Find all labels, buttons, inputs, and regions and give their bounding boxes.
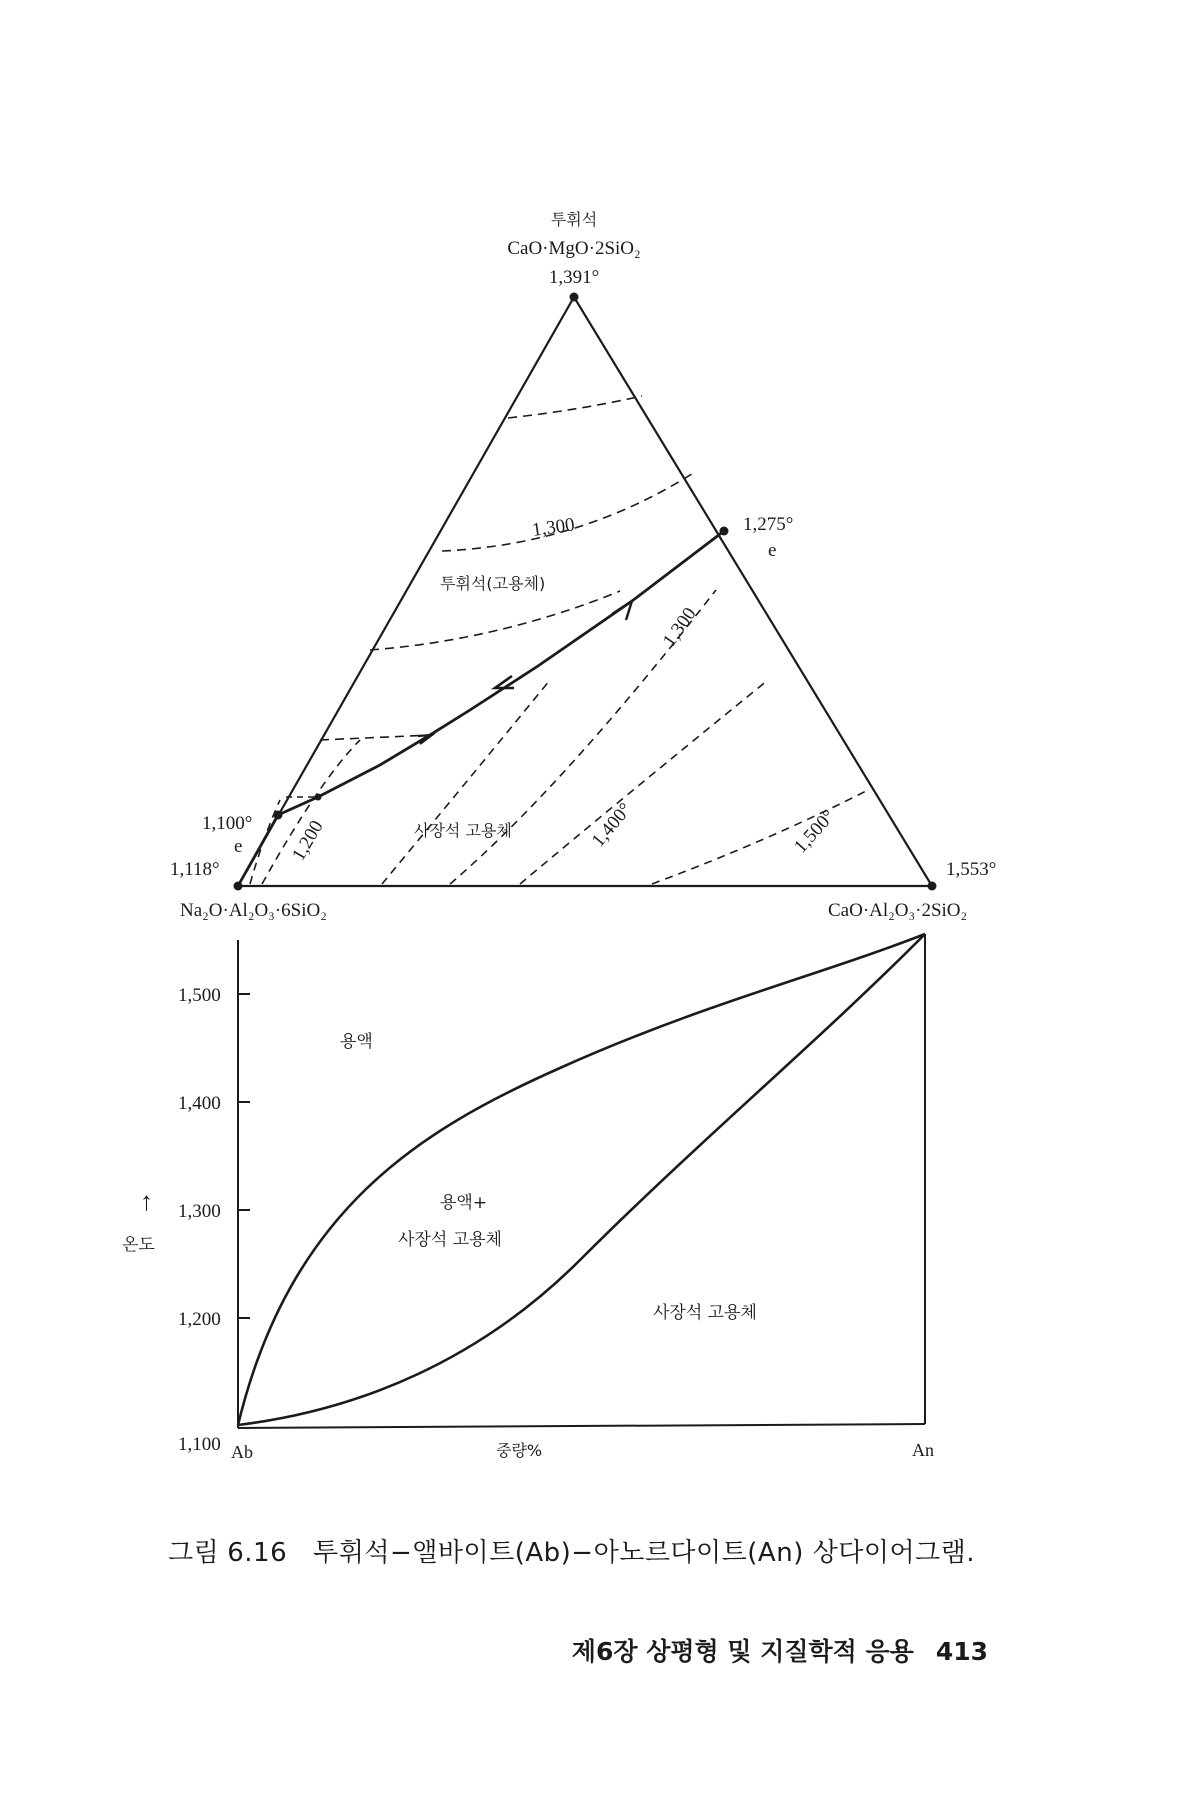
region-liquid-label: 용액 — [340, 1032, 373, 1052]
isotherm-upper-1300 — [442, 472, 695, 551]
isotherm-upper-3 — [370, 591, 620, 650]
y-tick-label-1300: 1,300 — [178, 1201, 221, 1222]
binary-diagram — [238, 934, 925, 1428]
ternary-points — [234, 293, 937, 891]
cotectic-point-2 — [315, 794, 322, 801]
eutectic-left-point — [274, 811, 283, 820]
apex-top-name: 투휘석 — [550, 210, 598, 229]
region-plagioclase-label: 사장석 고용체 — [414, 821, 512, 840]
region-diopside-label: 투휘석(고용체) — [440, 574, 546, 593]
region-mixed-label-1: 용액+ — [440, 1193, 488, 1213]
eutectic-left-temp: 1,100° — [202, 813, 253, 834]
apex-right-temp: 1,553° — [946, 859, 997, 880]
apex-right-formula: CaO·Al₂O₃·2SiO₂ — [828, 900, 968, 921]
y-axis-label: 온도 — [122, 1235, 155, 1255]
isotherm-label-1300-lower: 1,300 — [658, 603, 701, 651]
ternary-diagram — [238, 297, 932, 886]
caption-prefix: 그림 — [168, 1538, 220, 1568]
page-footer — [572, 1632, 988, 1668]
x-left-label: Ab — [231, 1442, 253, 1462]
isotherm-lower-b — [382, 680, 550, 884]
apex-top-temp: 1,391° — [548, 267, 600, 288]
caption-text: 투휘석−앨바이트(Ab)−아노르다이트(An) 상다이어그램. — [313, 1538, 976, 1568]
y-axis-arrow: ↑ — [140, 1187, 153, 1216]
isotherm-upper-4 — [320, 735, 432, 740]
apex-top-formula: CaO·MgO·2SiO₂ — [507, 238, 641, 259]
region-mixed-label-2: 사장석 고용체 — [398, 1230, 502, 1250]
eutectic-right-temp: 1,275° — [743, 514, 794, 535]
isotherm-label-1500: 1,500° — [790, 805, 840, 858]
isotherm-label-1200: 1,200 — [288, 816, 328, 865]
region-solid-label: 사장석 고용체 — [653, 1303, 757, 1323]
liquidus-curve — [238, 934, 925, 1425]
apex-left-temp: 1,118° — [170, 859, 220, 880]
ternary-triangle — [238, 297, 932, 886]
apex-right-point — [928, 882, 937, 891]
isotherm-label-1400: 1,400° — [587, 799, 637, 852]
x-right-label: An — [912, 1440, 934, 1460]
y-tick-label-1100: 1,100 — [178, 1434, 221, 1455]
cotectic-arrow-1 — [612, 601, 632, 620]
eutectic-right-point — [720, 527, 729, 536]
x-axis-label: 중량% — [496, 1441, 543, 1460]
apex-left-point — [234, 882, 243, 891]
y-tick-label-1400: 1,400 — [178, 1093, 221, 1114]
chapter-title: 제6장 상평형 및 지질학적 응용 — [571, 1637, 914, 1666]
apex-left-formula: Na₂O·Al₂O₃·6SiO₂ — [180, 900, 327, 921]
y-tick-label-1200: 1,200 — [178, 1309, 221, 1330]
apex-top-point — [570, 293, 579, 302]
isotherm-lower-1500 — [652, 790, 868, 884]
page-number: 413 — [935, 1637, 988, 1666]
isotherm-upper-1 — [508, 396, 642, 418]
binary-x-axis — [238, 1424, 925, 1428]
caption-number: 6.16 — [227, 1538, 288, 1568]
y-tick-label-1500: 1,500 — [178, 985, 221, 1006]
isotherm-label-1300-top: 1,300 — [530, 514, 577, 541]
solidus-curve — [238, 934, 925, 1425]
figure-caption — [168, 1532, 975, 1569]
eutectic-left-mark: e — [234, 836, 243, 857]
eutectic-right-mark: e — [768, 540, 777, 561]
